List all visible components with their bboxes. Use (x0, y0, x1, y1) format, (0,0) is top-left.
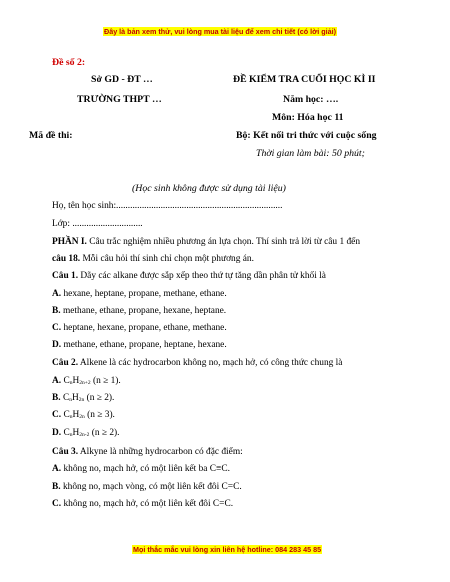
book-series: Bộ: Kết nối tri thức với cuộc sống (236, 130, 377, 141)
question-text: Dãy các alkane được sắp xếp theo thứ tự tăng dần phân tử khối là (78, 271, 326, 281)
q2-option-a (52, 375, 121, 387)
option-key: C. (52, 499, 62, 509)
formula-subscript: n (69, 432, 73, 438)
option-key: C. (52, 410, 62, 420)
student-class-line: Lớp: .............................. (52, 219, 143, 229)
preview-banner-top: Đây là bản xem thử, vui lòng mua tài liệu để xem chi tiết (có lời giải) (104, 27, 336, 36)
formula-condition: (n ≥ 2). (84, 393, 115, 403)
q3-option-b (52, 481, 242, 493)
question-3 (52, 446, 243, 458)
student-name-line: Họ, tên học sinh:....................................................................... (52, 201, 283, 211)
formula-subscript: n (69, 380, 73, 386)
option-key: D. (52, 340, 62, 350)
formula-part: H (72, 428, 80, 438)
q1-option-b (52, 305, 226, 317)
question-text: Alkene là các hydrocarbon không no, mạch hở, có công thức chung là (78, 358, 343, 368)
option-key: D. (52, 428, 62, 438)
formula-condition: (n ≥ 2). (89, 428, 120, 438)
exam-note: (Học sinh không được sử dụng tài liệu) (132, 183, 286, 194)
option-key: A. (52, 289, 62, 299)
formula-part: C (61, 428, 70, 438)
exam-number: Đề số 2: (52, 57, 86, 68)
q1-option-d (52, 339, 227, 351)
question-text: Alkyne là những hydrocarbon có đặc điểm: (78, 447, 243, 457)
formula-condition: (n ≥ 3). (84, 410, 115, 420)
q3-option-c (52, 498, 233, 510)
option-key: B. (52, 306, 61, 316)
question-label: Câu 1. (52, 271, 79, 281)
exam-title: ĐỀ KIỂM TRA CUỐI HỌC KÌ II (233, 74, 376, 85)
exam-code-label: Mã đề thi: (29, 130, 73, 141)
part1-heading: PHẦN I. (52, 237, 87, 247)
option-key: B. (52, 393, 61, 403)
question-label: Câu 2. (52, 358, 79, 368)
question-2 (52, 357, 342, 369)
time-limit: Thời gian làm bài: 50 phút; (256, 148, 365, 159)
part1-text1: Câu trắc nghiệm nhiều phương án lựa chọn. Thí sinh trả lời từ câu 1 đến (86, 237, 361, 247)
formula-subscript: n (69, 397, 72, 403)
formula-part: C (60, 393, 70, 403)
q2-option-b (52, 392, 114, 404)
option-text: methane, ethane, propane, heptane, hexane. (61, 340, 227, 350)
option-text: không no, mạch vòng, có một liên kết đôi C=C. (60, 482, 242, 492)
formula-part: H (72, 410, 80, 420)
hotline-banner-bottom: Mọi thắc mắc vui lòng xin liên hệ hotline: 084 283 45 85 (133, 545, 322, 554)
formula-part: H (72, 376, 80, 386)
subject: Môn: Hóa học 11 (272, 112, 344, 123)
option-text: methane, ethane, propane, hexane, heptane. (60, 306, 227, 316)
school-year: Năm học: …. (283, 94, 339, 105)
part1-line2 (52, 253, 254, 265)
option-text: không no, mạch hở, có một liên kết ba C≡C. (61, 464, 230, 474)
formula-subscript: 2n-2 (79, 432, 90, 438)
q2-option-c (52, 409, 115, 421)
department-label: Sở GD - ĐT … (91, 74, 153, 85)
question-label: Câu 3. (52, 447, 79, 457)
option-key: C. (52, 323, 62, 333)
school-label: TRƯỜNG THPT … (77, 94, 162, 105)
formula-condition: (n ≥ 1). (90, 376, 121, 386)
formula-subscript: 2n (78, 397, 85, 403)
part1-bold2: câu 18. (52, 254, 81, 264)
formula-subscript: 2n+2 (79, 380, 91, 386)
formula-part: C (61, 376, 70, 386)
option-key: B. (52, 482, 61, 492)
part1-text2: Mỗi câu hỏi thí sinh chỉ chọn một phương án. (80, 254, 254, 264)
formula-part: H (71, 393, 79, 403)
part1-line1 (52, 236, 360, 248)
q1-option-c (52, 322, 227, 334)
formula-part: C (61, 410, 70, 420)
formula-subscript: 2n (79, 414, 85, 420)
question-1 (52, 270, 326, 282)
formula-subscript: n (69, 414, 73, 420)
q2-option-d (52, 427, 120, 439)
option-key: A. (52, 464, 62, 474)
q3-option-a (52, 463, 230, 475)
option-key: A. (52, 376, 62, 386)
q1-option-a (52, 288, 227, 300)
option-text: hexane, heptane, propane, methane, ethane. (61, 289, 227, 299)
option-text: không no, mạch hở, có một liên kết đôi C=C. (61, 499, 234, 509)
option-text: heptane, hexane, propane, ethane, methane. (61, 323, 227, 333)
